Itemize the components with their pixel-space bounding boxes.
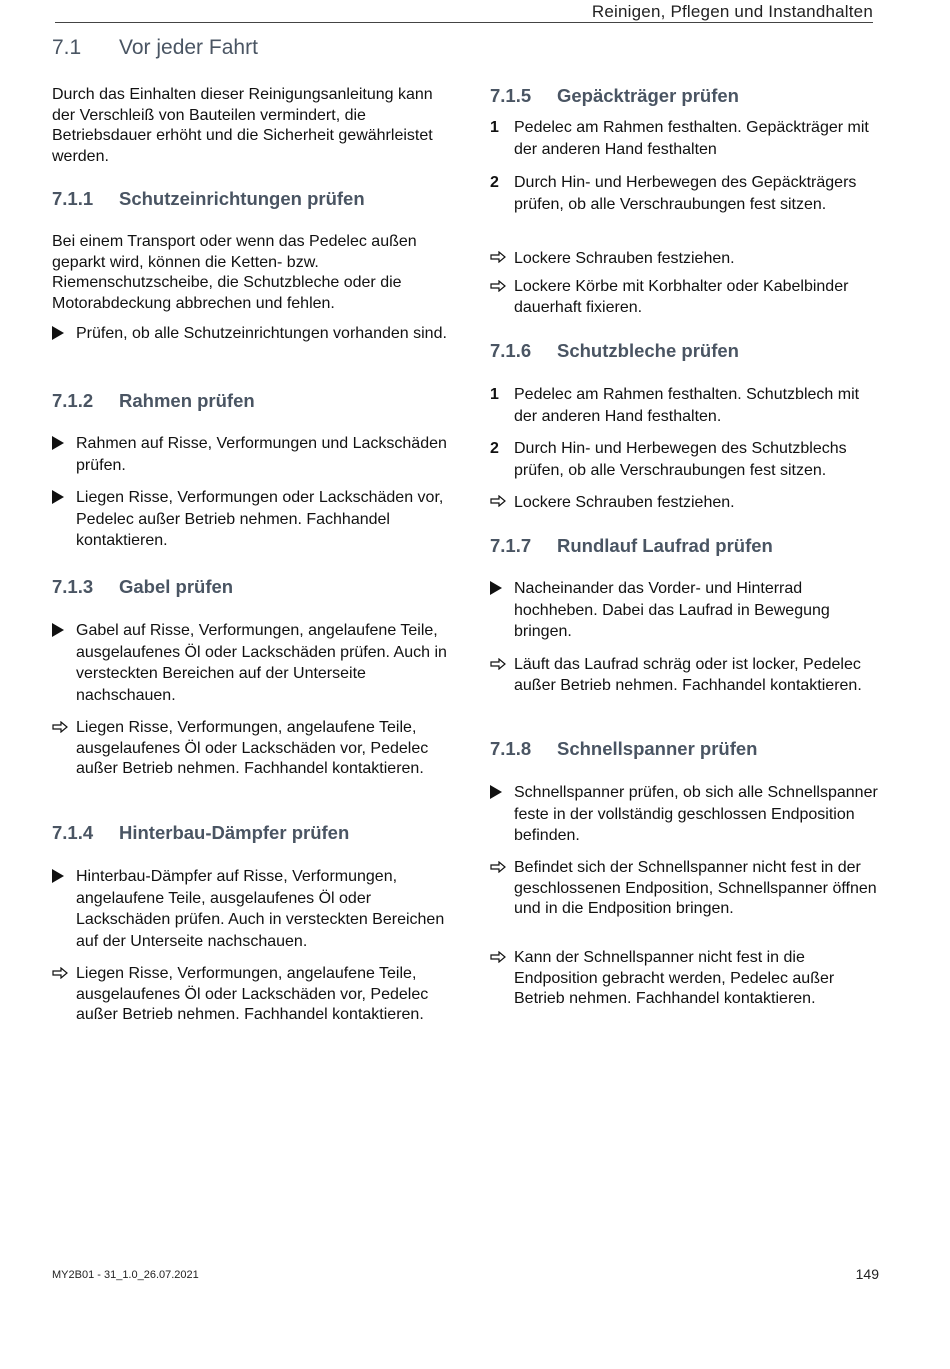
- action-triangle-icon: [52, 326, 64, 340]
- heading-number: 7.1.8: [490, 738, 532, 759]
- section-heading: [52, 36, 258, 60]
- section-title: Vor jeder Fahrt: [119, 36, 258, 59]
- action-text: Gabel auf Risse, Verformungen, angelaufene Teile, ausgelaufenes Öl oder Lackschäden prüfen. Auch in versteckten Bereichen auf der Unterseite nachschauen.: [76, 622, 447, 704]
- result-text: Lockere Schrauben festziehen.: [514, 494, 735, 511]
- result-7-1-5-a: [490, 248, 885, 270]
- action-text: Rahmen auf Risse, Verformungen und Lackschäden prüfen.: [76, 435, 447, 474]
- step-7-1-5-1: [490, 117, 885, 160]
- result-arrow-icon: [490, 251, 507, 263]
- heading-title: Rahmen prüfen: [119, 390, 255, 411]
- result-arrow-icon: [490, 495, 507, 507]
- step-7-1-6-2: [490, 438, 885, 481]
- action-triangle-icon: [52, 869, 64, 883]
- footer-doc-id: MY2B01 - 31_1.0_26.07.2021: [52, 1269, 199, 1281]
- action-triangle-icon: [52, 623, 64, 637]
- step-text: Durch Hin- und Herbewegen des Gepäckträgers prüfen, ob alle Verschraubungen fest sitzen.: [514, 174, 857, 213]
- header-rule: [55, 22, 873, 23]
- step-text: Pedelec am Rahmen festhalten. Gepäckträger mit der anderen Hand festhalten: [514, 119, 869, 158]
- heading-title: Schnellspanner prüfen: [557, 738, 758, 759]
- heading-number: 7.1.5: [490, 85, 532, 106]
- page-number: 149: [855, 1266, 879, 1282]
- result-arrow-icon: [52, 721, 69, 733]
- step-number: 1: [490, 119, 499, 136]
- heading-title: Schutzeinrichtungen prüfen: [119, 188, 365, 209]
- heading-7-1-4: [52, 822, 349, 844]
- result-arrow-icon: [490, 658, 507, 670]
- result-7-1-5-b: [490, 277, 885, 318]
- step-7-1-5-2: [490, 172, 885, 215]
- action-7-1-8: [490, 782, 885, 847]
- result-7-1-8-a: [490, 858, 885, 920]
- section-number: 7.1: [52, 36, 82, 59]
- heading-number: 7.1.3: [52, 576, 94, 597]
- result-7-1-4: [52, 964, 447, 1026]
- heading-number: 7.1.2: [52, 390, 94, 411]
- result-text: Lockere Körbe mit Korbhalter oder Kabelbinder dauerhaft fixieren.: [514, 278, 849, 316]
- action-text: Liegen Risse, Verformungen oder Lackschäden vor, Pedelec außer Betrieb nehmen. Fachhandel kontaktieren.: [76, 489, 444, 549]
- heading-7-1-6: [490, 340, 739, 362]
- action-text: Nacheinander das Vorder- und Hinterrad hochheben. Dabei das Laufrad in Bewegung bringen.: [514, 580, 830, 640]
- result-text: Liegen Risse, Verformungen, angelaufene Teile, ausgelaufenes Öl oder Lackschäden vor, Pedelec außer Betrieb nehmen. Fachhandel kontaktieren.: [76, 719, 429, 777]
- result-text: Befindet sich der Schnellspanner nicht fest in der geschlossenen Endposition, Schnellspanner öffnen und in die Endposition bringen.: [514, 859, 877, 917]
- step-text: Pedelec am Rahmen festhalten. Schutzblech mit der anderen Hand festhalten.: [514, 386, 860, 425]
- action-triangle-icon: [52, 490, 64, 504]
- heading-7-1-8: [490, 738, 757, 760]
- section-intro: Durch das Einhalten dieser Reinigungsanleitung kann der Verschleiß von Bauteilen vermindert, die Betriebsdauer erhöht und die Sicherheit gewährleistet werden.: [52, 86, 433, 165]
- action-7-1-3: [52, 620, 447, 706]
- result-arrow-icon: [490, 951, 507, 963]
- heading-number: 7.1.1: [52, 188, 94, 209]
- heading-7-1-5: [490, 85, 739, 107]
- action-7-1-7: [490, 578, 885, 643]
- step-number: 1: [490, 386, 499, 403]
- heading-7-1-1: [52, 188, 365, 210]
- heading-title: Rundlauf Laufrad prüfen: [557, 535, 773, 556]
- result-arrow-icon: [490, 280, 507, 292]
- action-text: Schnellspanner prüfen, ob sich alle Schnellspanner feste in der vollständig geschlossen Endposition befinden.: [514, 784, 878, 844]
- step-7-1-6-1: [490, 384, 885, 427]
- step-number: 2: [490, 174, 499, 191]
- action-text: Prüfen, ob alle Schutzeinrichtungen vorhanden sind.: [76, 325, 447, 342]
- heading-7-1-2: [52, 390, 255, 412]
- result-text: Kann der Schnellspanner nicht fest in die Endposition gebracht werden, Pedelec außer Betrieb nehmen. Fachhandel kontaktieren.: [514, 949, 835, 1007]
- result-text: Läuft das Laufrad schräg oder ist locker, Pedelec außer Betrieb nehmen. Fachhandel kontaktieren.: [514, 656, 862, 694]
- heading-title: Gepäckträger prüfen: [557, 85, 739, 106]
- heading-number: 7.1.4: [52, 822, 94, 843]
- heading-title: Gabel prüfen: [119, 576, 234, 597]
- heading-number: 7.1.7: [490, 535, 532, 556]
- header-title: Reinigen, Pflegen und Instandhalten: [591, 2, 873, 21]
- result-arrow-icon: [52, 967, 69, 979]
- action-7-1-4: [52, 866, 447, 952]
- result-text: Liegen Risse, Verformungen, angelaufene Teile, ausgelaufenes Öl oder Lackschäden vor, Pedelec außer Betrieb nehmen. Fachhandel kontaktieren.: [76, 965, 429, 1023]
- heading-7-1-3: [52, 576, 233, 598]
- result-text: Lockere Schrauben festziehen.: [514, 250, 735, 267]
- heading-title: Hinterbau-Dämpfer prüfen: [119, 822, 350, 843]
- result-7-1-7: [490, 655, 885, 696]
- step-text: Durch Hin- und Herbewegen des Schutzblechs prüfen, ob alle Verschraubungen fest sitzen.: [514, 440, 847, 479]
- action-triangle-icon: [490, 581, 502, 595]
- result-arrow-icon: [490, 861, 507, 873]
- action-triangle-icon: [52, 436, 64, 450]
- action-triangle-icon: [490, 785, 502, 799]
- result-7-1-6: [490, 492, 885, 514]
- action-7-1-1: [52, 323, 447, 345]
- heading-title: Schutzbleche prüfen: [557, 340, 739, 361]
- heading-number: 7.1.6: [490, 340, 532, 361]
- heading-7-1-7: [490, 535, 773, 557]
- step-number: 2: [490, 440, 499, 457]
- result-7-1-8-b: [490, 948, 885, 1010]
- action-7-1-2-b: [52, 487, 447, 552]
- action-7-1-2-a: [52, 433, 447, 476]
- result-7-1-3: [52, 718, 447, 780]
- text-7-1-1: Bei einem Transport oder wenn das Pedelec außen geparkt wird, können die Ketten- bzw. Riemenschutzscheibe, die Schutzbleche oder die Motorabdeckung abbrechen und fehlen.: [52, 233, 417, 312]
- action-text: Hinterbau-Dämpfer auf Risse, Verformungen, angelaufene Teile, ausgelaufenes Öl oder Lackschäden prüfen. Auch in versteckten Bereichen auf der Unterseite nachschauen.: [76, 868, 445, 950]
